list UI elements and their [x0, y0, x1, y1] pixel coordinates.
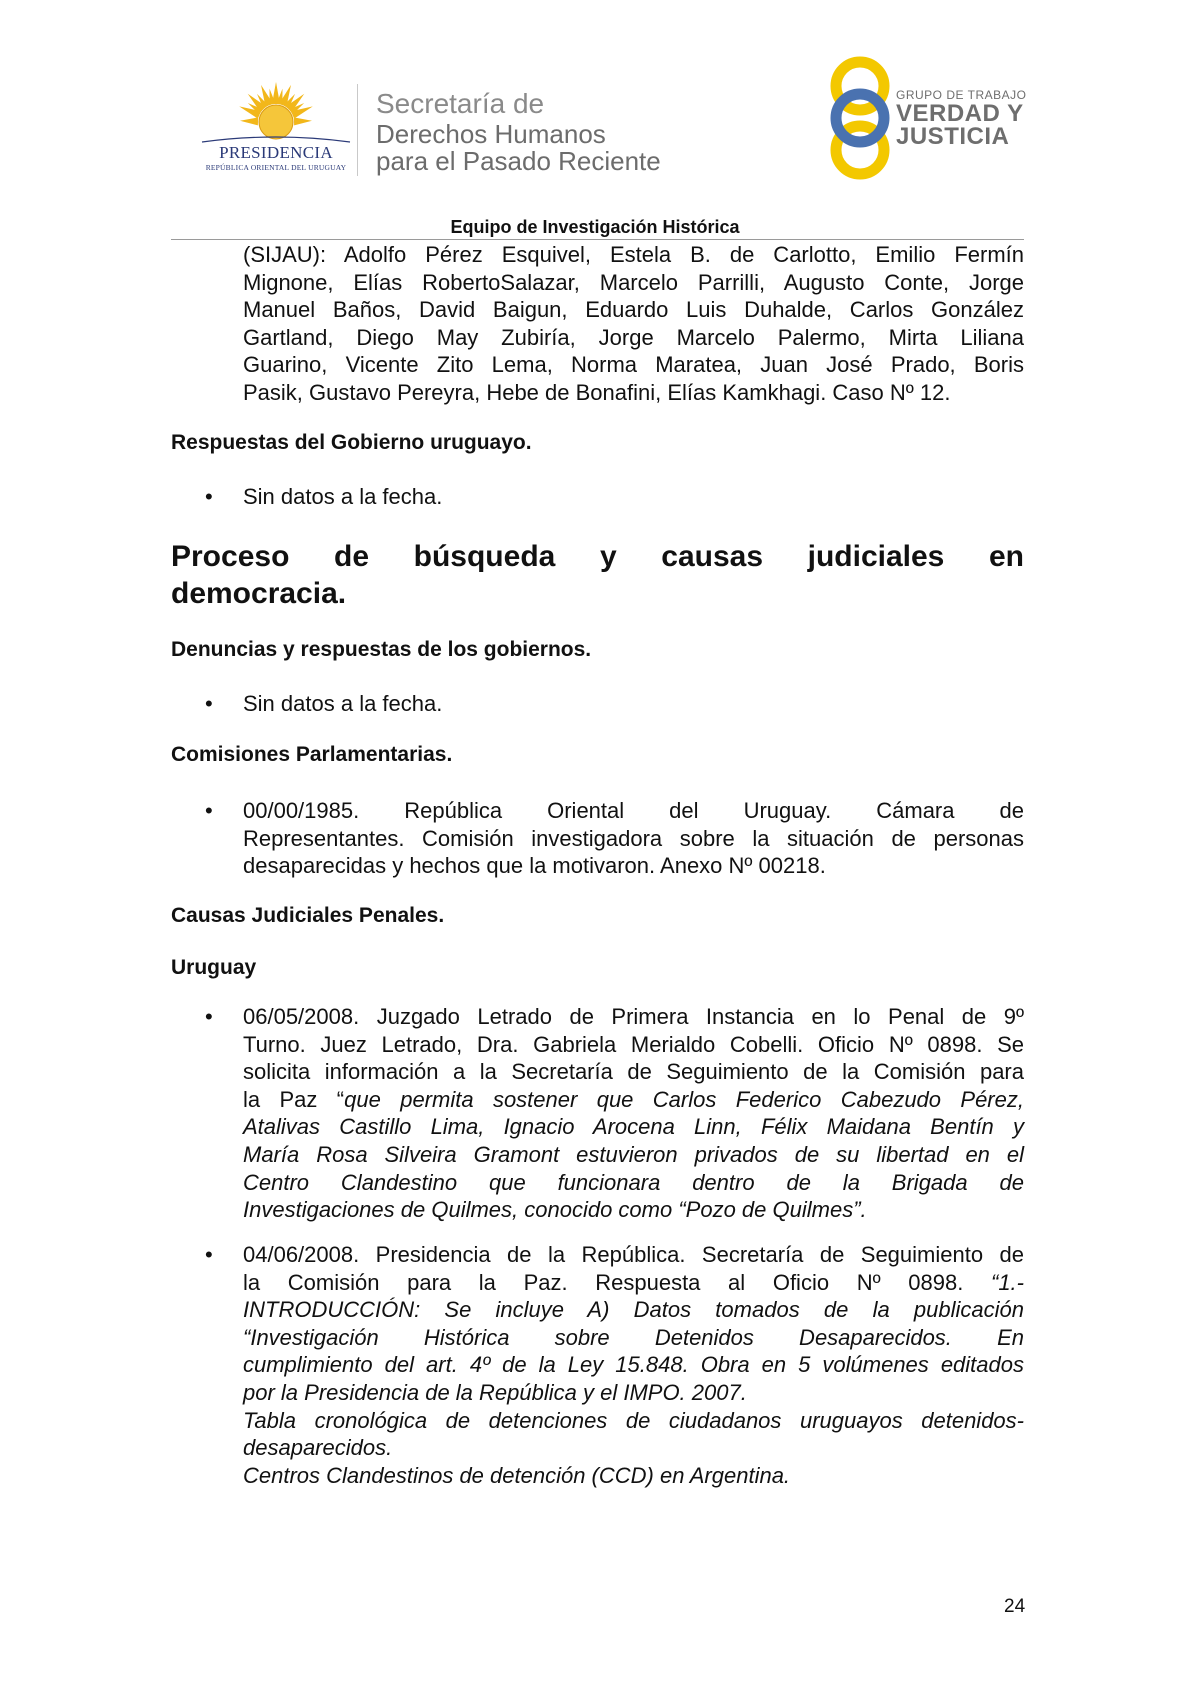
text-line: 00/00/1985. República Oriental del Uruguay. Cámara de: [243, 798, 1024, 823]
justicia-label: JUSTICIA: [896, 123, 1010, 150]
text-line: [243, 1086, 1024, 1114]
quote-line: Investigaciones de Quilmes, conocido como “Pozo de Quilmes”.: [243, 1197, 867, 1223]
text-line: Manuel Baños, David Baigun, Eduardo Luis Duhalde, Carlos González: [243, 297, 1024, 323]
sin-datos-item: Sin datos a la fecha.: [243, 484, 443, 509]
verdad-label: VERDAD Y: [896, 100, 1024, 127]
heading-comisiones: Comisiones Parlamentarias.: [171, 743, 453, 766]
heading-denuncias: Denuncias y respuestas de los gobiernos.: [171, 638, 592, 661]
quote-line: desaparecidos.: [243, 1435, 393, 1461]
text-line: Representantes. Comisión investigadora sobre la situación de personas: [243, 825, 1024, 851]
verdad-justicia-rings-logo: [820, 56, 900, 182]
header-divider: [357, 84, 358, 176]
quote-line: Centro Clandestino que funcionara dentro de la Brigada de: [243, 1169, 1024, 1195]
grupo-trabajo-label: GRUPO DE TRABAJO: [896, 88, 1027, 102]
text-run: la Paz “: [243, 1086, 345, 1112]
quote-run: que permita sostener que Carlos Federico Cabezudo Pérez,: [344, 1086, 1024, 1112]
text-line: solicita información a la Secretaría de Seguimiento de la Comisión para: [243, 1059, 1024, 1085]
quote-run: “1.-: [991, 1269, 1024, 1295]
quote-line: cumplimiento del art. 4º de la Ley 15.848. Obra en 5 volúmenes editados: [243, 1352, 1024, 1378]
section-heading-line2: democracia.: [171, 577, 347, 610]
text-line: 04/06/2008. Presidencia de la República. Secretaría de Seguimiento de: [243, 1242, 1024, 1267]
sijau-paragraph: [243, 241, 1024, 407]
bullet-dot: •: [205, 798, 213, 823]
heading-uruguay: Uruguay: [171, 956, 257, 979]
quote-line: INTRODUCCIÓN: Se incluye A) Datos tomados de la publicación: [243, 1297, 1024, 1323]
page-number: 24: [1004, 1596, 1026, 1617]
bullet-dot: •: [205, 1004, 213, 1029]
section-heading-line1: Proceso de búsqueda y causas judiciales en: [171, 540, 1024, 573]
presidencia-subtitle: REPÚBLICA ORIENTAL DEL URUGUAY: [205, 163, 347, 172]
text-line: [243, 1269, 1024, 1297]
secretaria-title-line2: Derechos Humanos: [376, 119, 606, 149]
heading-causas: Causas Judiciales Penales.: [171, 904, 445, 927]
text-line: Gartland, Diego May Zubiría, Jorge Marcelo Palermo, Mirta Liliana: [243, 324, 1024, 350]
text-line: desaparecidas y hechos que la motivaron. Anexo Nº 00218.: [243, 853, 826, 879]
causa-item-2: [243, 1241, 1024, 1489]
text-line: Turno. Juez Letrado, Dra. Gabriela Merialdo Cobelli. Oficio Nº 0898. Se: [243, 1031, 1024, 1057]
comisiones-item: [243, 797, 1024, 880]
header-rule: [171, 239, 1024, 240]
team-header: Equipo de Investigación Histórica: [450, 217, 740, 237]
quote-line: Tabla cronológica de detenciones de ciudadanos uruguayos detenidos-: [243, 1407, 1024, 1433]
quote-line: Centros Clandestinos de detención (CCD) en Argentina.: [243, 1462, 791, 1488]
text-line: Pasik, Gustavo Pereyra, Hebe de Bonafini, Elías Kamkhagi. Caso Nº 12.: [243, 379, 951, 405]
secretaria-title-line3: para el Pasado Reciente: [376, 146, 661, 176]
bullet-dot: •: [205, 691, 213, 716]
quote-line: María Rosa Silveira Gramont estuvieron privados de su libertad en el: [243, 1141, 1024, 1167]
quote-line: “Investigación Histórica sobre Detenidos Desaparecidos. En: [243, 1324, 1024, 1350]
text-line: Guarino, Vicente Zito Lema, Norma Maratea, Juan José Prado, Boris: [243, 352, 1024, 378]
heading-respuestas: Respuestas del Gobierno uruguayo.: [171, 431, 532, 454]
text-line: 06/05/2008. Juzgado Letrado de Primera Instancia en lo Penal de 9º: [243, 1004, 1024, 1029]
presidencia-name: PRESIDENCIA: [219, 143, 333, 162]
text-line: Mignone, Elías RobertoSalazar, Marcelo Parrilli, Augusto Conte, Jorge: [243, 269, 1024, 295]
secretaria-title-line1: Secretaría de: [376, 88, 545, 119]
text-line: (SIJAU): Adolfo Pérez Esquivel, Estela B. de Carlotto, Emilio Fermín: [243, 242, 1024, 267]
quote-line: por la Presidencia de la República y el IMPO. 2007.: [243, 1379, 747, 1405]
sin-datos-item: Sin datos a la fecha.: [243, 691, 443, 716]
bullet-dot: •: [205, 484, 213, 509]
causa-item-1: [243, 1003, 1024, 1224]
bullet-dot: •: [205, 1242, 213, 1267]
quote-line: Atalivas Castillo Lima, Ignacio Arocena Linn, Félix Maidana Bentín y: [243, 1114, 1024, 1140]
text-run: la Comisión para la Paz. Respuesta al Oficio Nº 0898.: [243, 1269, 991, 1295]
